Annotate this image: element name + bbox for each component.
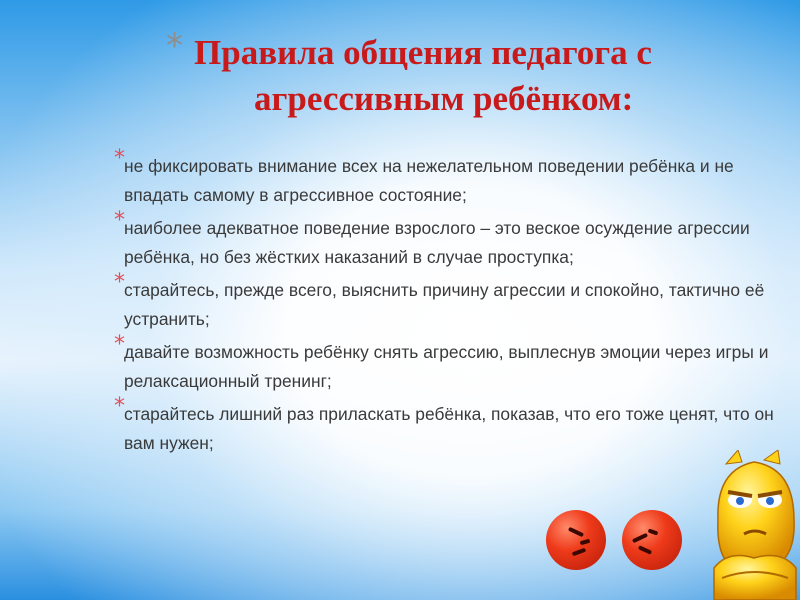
bullet-icon: * <box>114 270 125 295</box>
slide-title <box>194 30 734 122</box>
title-bullet: * <box>166 26 183 66</box>
list-item-text: не фиксировать внимание всех на нежелательном поведении ребёнка и не впадать самому в агрессивное состояние; <box>124 156 734 205</box>
rules-list <box>114 146 774 462</box>
bullet-icon: * <box>114 146 125 171</box>
angry-red-ball-icon <box>622 510 682 570</box>
emoticons <box>540 450 800 600</box>
angry-red-ball-icon <box>546 510 606 570</box>
list-item <box>114 146 774 210</box>
list-item <box>114 332 774 396</box>
title-line-1: Правила общения педагога с <box>194 33 652 72</box>
list-item-text: старайтесь лишний раз приласкать ребёнка, показав, что его тоже ценят, что он вам нужен; <box>124 404 774 453</box>
list-item-text: старайтесь, прежде всего, выяснить причину агрессии и спокойно, тактично её устранить; <box>124 280 765 329</box>
list-item <box>114 270 774 334</box>
list-item-text: наиболее адекватное поведение взрослого – это веское осуждение агрессии ребёнка, но без жёстких наказаний в случае проступка; <box>124 218 750 267</box>
list-item <box>114 208 774 272</box>
bullet-icon: * <box>114 208 125 233</box>
bullet-icon: * <box>114 394 125 419</box>
list-item-text: давайте возможность ребёнку снять агрессию, выплеснув эмоции через игры и релаксационный тренинг; <box>124 342 769 391</box>
bullet-icon: * <box>114 332 125 357</box>
title-line-2: агрессивным ребёнком: <box>254 79 634 118</box>
grumpy-yellow-face-icon <box>708 450 800 600</box>
